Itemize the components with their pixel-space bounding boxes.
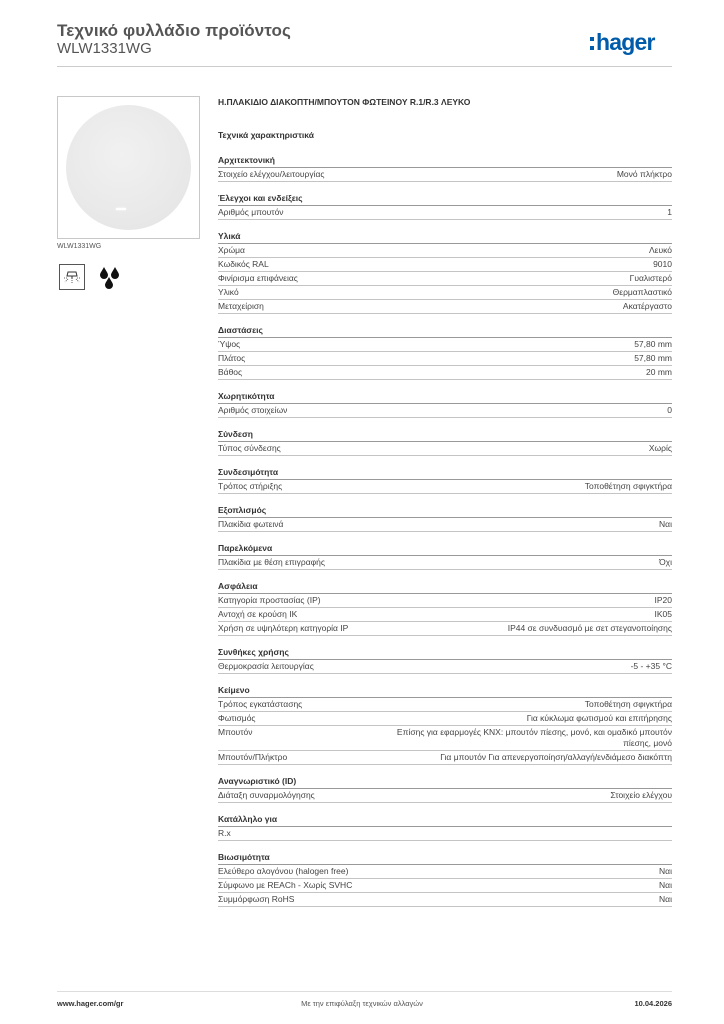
spec-value: Χωρίς [648, 443, 672, 453]
spec-value: IP44 σε συνδυασμό με σετ στεγανοποίησης [507, 623, 672, 633]
logo-wordmark: hager [596, 28, 655, 55]
spec-value: 20 mm [646, 367, 672, 377]
spec-group-title: Παρελκόμενα [218, 543, 672, 556]
spec-label: Χρώμα [218, 245, 245, 255]
spec-label: Μπουτόν/Πλήκτρο [218, 752, 288, 762]
spec-value: Τοποθέτηση σφιγκτήρα [584, 699, 672, 709]
spec-label: Σύμφωνο με REACh - Χωρίς SVHC [218, 880, 353, 890]
spec-group [218, 467, 672, 494]
spec-row [218, 879, 672, 893]
spec-group [218, 647, 672, 674]
spec-label: Πλάτος [218, 353, 246, 363]
page-title: Τεχνικό φυλλάδιο προϊόντος [57, 21, 291, 40]
spec-group-title: Συνδεσιμότητα [218, 467, 672, 480]
spec-row [218, 258, 672, 272]
spec-label: Μεταχείριση [218, 301, 264, 311]
spec-table [218, 155, 672, 918]
spec-value: Τοποθέτηση σφιγκτήρα [584, 481, 672, 491]
spec-row [218, 206, 672, 220]
spec-label: Τρόπος εγκατάστασης [218, 699, 303, 709]
hager-logo [590, 27, 655, 57]
spec-value: Ναι [659, 519, 672, 529]
spec-label: Υλικό [218, 287, 239, 297]
spec-group-title: Διαστάσεις [218, 325, 672, 338]
spec-value: IK05 [654, 609, 672, 619]
spec-group [218, 685, 672, 765]
spec-group-title: Αναγνωριστικό (ID) [218, 776, 672, 789]
spec-label: Φινίρισμα επιφάνειας [218, 273, 298, 283]
spec-label: Κατηγορία προστασίας (IP) [218, 595, 321, 605]
footer-website-link[interactable]: www.hager.com/gr [57, 999, 124, 1008]
spec-row [218, 556, 672, 570]
spec-value: Για κύκλωμα φωτισμού και επιτήρησης [526, 713, 672, 723]
footer-notice: Με την επιφύλαξη τεχνικών αλλαγών [301, 999, 423, 1008]
spec-row [218, 660, 672, 674]
product-image [57, 96, 200, 239]
spec-group-title: Κατάλληλο για [218, 814, 672, 827]
spec-value: Ναι [659, 866, 672, 876]
spec-row [218, 594, 672, 608]
spec-label: Φωτισμός [218, 713, 256, 723]
spec-value: Θερμαπλαστικό [612, 287, 672, 297]
spec-label: Πλακίδια φωτεινά [218, 519, 284, 529]
technical-specs-heading: Τεχνικά χαρακτηριστικά [218, 130, 314, 140]
spec-row [218, 442, 672, 456]
spec-row [218, 865, 672, 879]
spec-row [218, 286, 672, 300]
spec-row [218, 352, 672, 366]
spec-row [218, 712, 672, 726]
spec-row [218, 608, 672, 622]
spec-row [218, 404, 672, 418]
spec-group-title: Κείμενο [218, 685, 672, 698]
spec-group-title: Σύνδεση [218, 429, 672, 442]
spec-group-title: Συνθήκες χρήσης [218, 647, 672, 660]
spec-group-title: Χωρητικότητα [218, 391, 672, 404]
plate-led-indicator [116, 208, 126, 210]
header-divider [57, 66, 672, 67]
spec-label: Αριθμός στοιχείων [218, 405, 288, 415]
spec-group [218, 505, 672, 532]
spec-value: IP20 [654, 595, 672, 605]
spec-value: Ακατέργαστο [622, 301, 672, 311]
spec-label: Αντοχή σε κρούση IK [218, 609, 298, 619]
spec-value: Ναι [659, 894, 672, 904]
spec-label: Βάθος [218, 367, 243, 377]
product-image-caption: WLW1331WG [57, 243, 102, 250]
spec-row [218, 751, 672, 765]
spec-value: -5 - +35 °C [630, 661, 672, 671]
spec-label: Διάταξη συναρμολόγησης [218, 790, 315, 800]
spec-row [218, 272, 672, 286]
spec-value: Στοιχείο ελέγχου [610, 790, 672, 800]
footer-divider [57, 991, 672, 992]
spec-value: 57,80 mm [634, 353, 672, 363]
spec-row [218, 300, 672, 314]
spec-group [218, 543, 672, 570]
spec-group [218, 155, 672, 182]
spec-group [218, 581, 672, 636]
spec-group [218, 391, 672, 418]
spec-row [218, 789, 672, 803]
spec-row [218, 622, 672, 636]
spec-label: Κωδικός RAL [218, 259, 269, 269]
spec-row [218, 366, 672, 380]
spec-value: Λευκό [649, 245, 672, 255]
spec-row [218, 726, 672, 751]
spec-label: Αριθμός μπουτόν [218, 207, 284, 217]
spec-value: 9010 [653, 259, 672, 269]
product-name: Η.ΠΛΑΚΙΔΙΟ ΔΙΑΚΟΠΤΗ/ΜΠΟΥΤΟΝ ΦΩΤΕΙΝΟΥ R.1/R.3 ΛΕΥΚΟ [218, 97, 471, 107]
spec-group [218, 429, 672, 456]
spec-label: Συμμόρφωση RoHS [218, 894, 295, 904]
spec-group-title: Ασφάλεια [218, 581, 672, 594]
spec-row [218, 168, 672, 182]
spec-group [218, 814, 672, 841]
spec-group [218, 776, 672, 803]
spec-group-title: Εξοπλισμός [218, 505, 672, 518]
spec-label: Ύψος [218, 339, 241, 349]
spec-label: Στοιχείο ελέγχου/λειτουργίας [218, 169, 325, 179]
water-drops-icon [97, 264, 123, 290]
spec-label: Ελεύθερο αλογόνου (halogen free) [218, 866, 349, 876]
spec-value: Ναι [659, 880, 672, 890]
spec-value: Γυαλιστερό [629, 273, 672, 283]
spec-value: 1 [667, 207, 672, 217]
spec-row [218, 338, 672, 352]
spec-row [218, 827, 672, 841]
spec-group [218, 193, 672, 220]
spec-group [218, 852, 672, 907]
spec-value: 57,80 mm [634, 339, 672, 349]
spec-label: Τύπος σύνδεσης [218, 443, 281, 453]
spec-group [218, 325, 672, 380]
lamp-indoor-icon [59, 264, 85, 290]
spec-group [218, 231, 672, 314]
spec-row [218, 518, 672, 532]
spec-value: Μονό πλήκτρο [616, 169, 672, 179]
spec-label: Θερμοκρασία λειτουργίας [218, 661, 314, 671]
spec-group-title: Έλεγχοι και ενδείξεις [218, 193, 672, 206]
spec-row [218, 698, 672, 712]
spec-group-title: Αρχιτεκτονική [218, 155, 672, 168]
spec-value: Όχι [659, 557, 672, 567]
logo-colon-mark [590, 37, 594, 50]
spec-value: 0 [667, 405, 672, 415]
spec-label: Τρόπος στήριξης [218, 481, 283, 491]
spec-group-title: Βιωσιμότητα [218, 852, 672, 865]
switch-plate-image [66, 105, 191, 230]
product-code: WLW1331WG [57, 40, 152, 57]
spec-label: Πλακίδια με θέση επιγραφής [218, 557, 325, 567]
spec-value: Για μπουτόν Για απενεργοποίηση/αλλαγή/ενδιάμεσο διακόπτη [440, 752, 672, 762]
spec-row [218, 893, 672, 907]
spec-row [218, 480, 672, 494]
spec-label: Χρήση σε υψηλότερη κατηγορία IP [218, 623, 349, 633]
spec-value: Επίσης για εφαρμογές KNX: μπουτόν πίεσης, μονό, και ομαδικό μπουτόν πίεσης, μονό [396, 727, 672, 748]
spec-group-title: Υλικά [218, 231, 672, 244]
footer-date: 10.04.2026 [634, 999, 672, 1008]
spec-label: R.x [218, 828, 231, 838]
spec-row [218, 244, 672, 258]
spec-label: Μπουτόν [218, 727, 253, 737]
